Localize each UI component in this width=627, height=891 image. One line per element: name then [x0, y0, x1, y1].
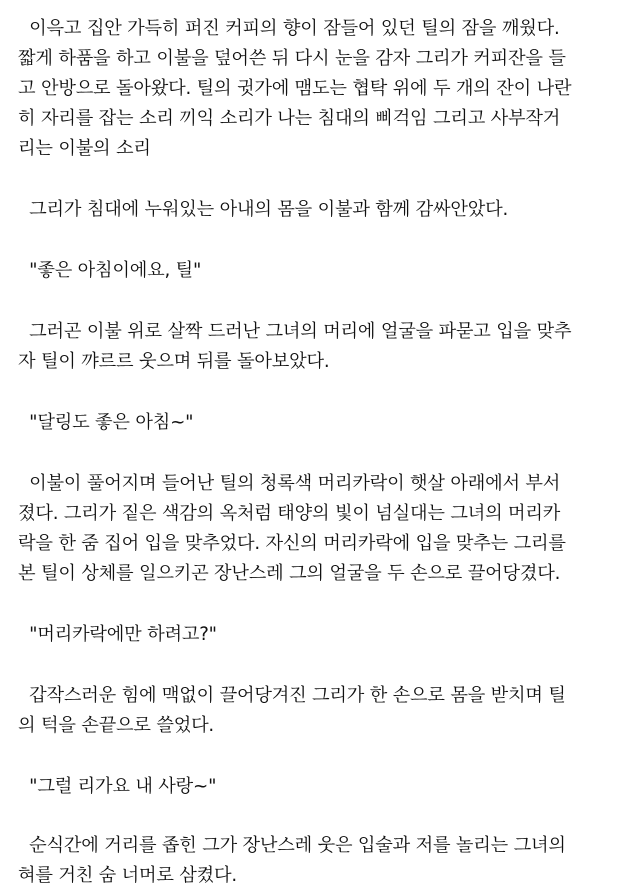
- text-line: "좋은 아침이에요, 틸": [18, 260, 202, 281]
- paragraph: [18, 317, 614, 377]
- text-line: 락을 한 줌 집어 입을 맞추었다. 자신의 머리카락에 입을 맞추는 그리를: [18, 533, 566, 554]
- text-line: 짧게 하품을 하고 이불을 덮어쓴 뒤 다시 눈을 감자 그리가 커피잔을 들: [18, 48, 566, 69]
- paragraph: [18, 831, 614, 891]
- text-line: 고 안방으로 돌아왔다. 틸의 귓가에 맴도는 협탁 위에 두 개의 잔이 나란: [18, 78, 572, 99]
- text-line: 그리가 침대에 누워있는 아내의 몸을 이불과 함께 감싸안았다.: [18, 199, 509, 220]
- text-line: 순식간에 거리를 좁힌 그가 장난스레 웃은 입술과 저를 놀리는 그녀의: [18, 835, 566, 856]
- text-line: 자 틸이 꺄르르 웃으며 뒤를 돌아보았다.: [18, 351, 330, 372]
- paragraph: [18, 14, 614, 164]
- text-line: "머리카락에만 하려고?": [18, 624, 217, 645]
- paragraph-spacer: [18, 377, 614, 408]
- text-line: 이윽고 집안 가득히 퍼진 커피의 향이 잠들어 있던 틸의 잠을 깨웠다.: [18, 18, 560, 39]
- paragraph: [18, 772, 614, 802]
- text-line: 그러곤 이불 위로 살짝 드러난 그녀의 머리에 얼굴을 파묻고 입을 맞추: [18, 321, 572, 342]
- text-line: 혀를 거친 숨 너머로 삼켰다.: [18, 865, 237, 886]
- text-line: 본 틸이 상체를 일으키곤 장난스레 그의 얼굴을 두 손으로 끌어당겼다.: [18, 563, 561, 584]
- text-line: "그럴 리가요 내 사랑~": [18, 776, 217, 797]
- paragraph: [18, 469, 614, 589]
- text-line: "달링도 좋은 아침~": [18, 412, 194, 433]
- text-line: 리는 이불의 소리: [18, 138, 151, 159]
- paragraph-spacer: [18, 164, 614, 195]
- paragraph-spacer: [18, 589, 614, 620]
- paragraph: [18, 681, 614, 741]
- paragraph: [18, 620, 614, 650]
- paragraph: [18, 195, 614, 225]
- paragraph-spacer: [18, 225, 614, 256]
- paragraph-spacer: [18, 286, 614, 317]
- paragraph-spacer: [18, 802, 614, 831]
- text-line: 졌다. 그리가 짙은 색감의 옥처럼 태양의 빛이 넘실대는 그녀의 머리카: [18, 503, 561, 524]
- paragraph-spacer: [18, 741, 614, 772]
- paragraph: [18, 408, 614, 438]
- text-line: 이불이 풀어지며 들어난 틸의 청록색 머리카락이 햇살 아래에서 부서: [18, 473, 561, 494]
- paragraph-spacer: [18, 650, 614, 681]
- text-line: 의 턱을 손끝으로 쓸었다.: [18, 715, 215, 736]
- paragraph-spacer: [18, 438, 614, 469]
- text-line: 갑작스러운 힘에 맥없이 끌어당겨진 그리가 한 손으로 몸을 받치며 틸: [18, 685, 566, 706]
- paragraph: [18, 256, 614, 286]
- text-line: 히 자리를 잡는 소리 끼익 소리가 나는 침대의 삐걱임 그리고 사부작거: [18, 108, 561, 129]
- document-body: [18, 14, 614, 891]
